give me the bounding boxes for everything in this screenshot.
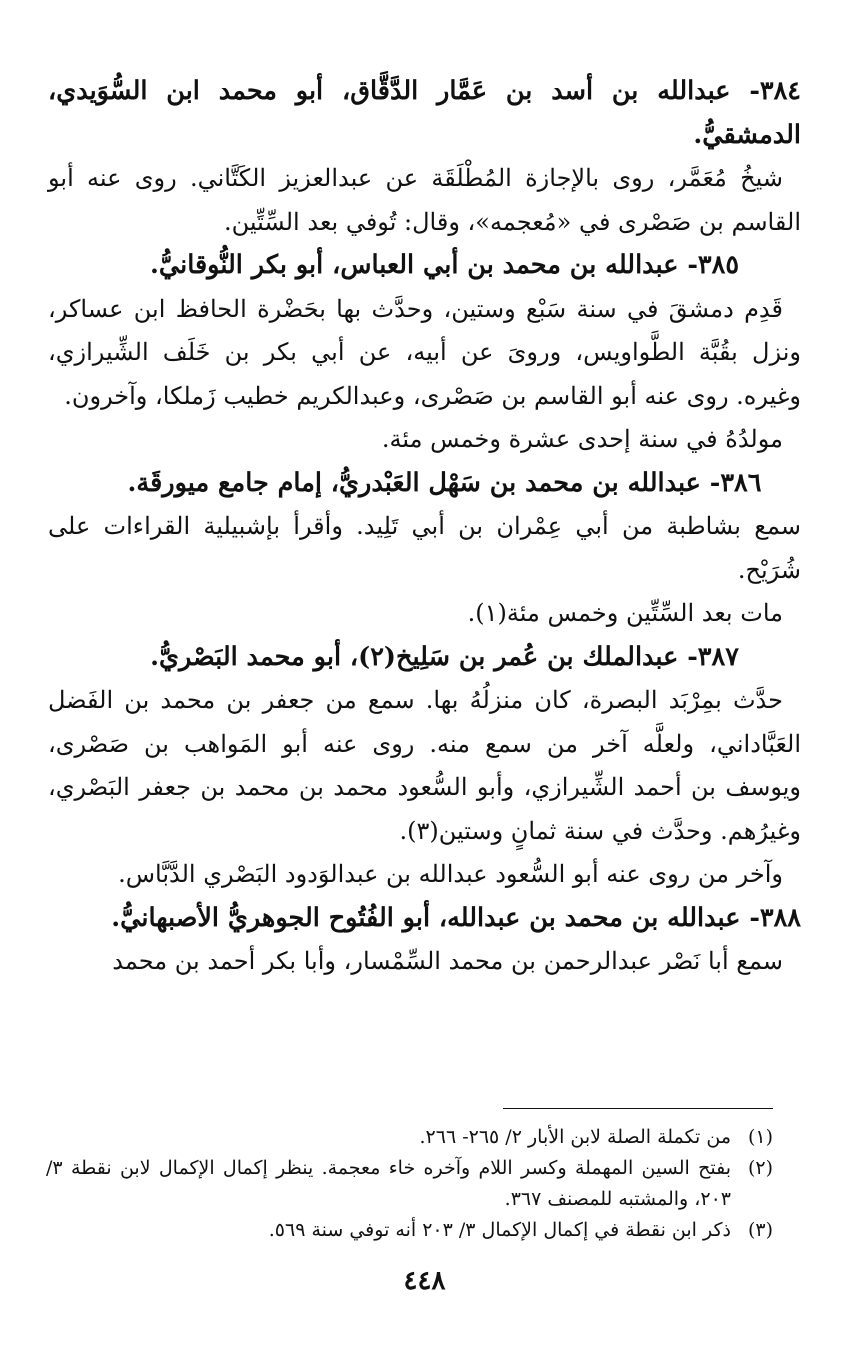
entry-paragraph: مات بعد السِّتِّين وخمس مئة(١). — [467, 599, 783, 627]
entry-paragraph: شيخُ مُعَمَّر، روى بالإجازة المُطْلَقَة عن عبدالعزيز الكَتَّاني. روى عنه أبو القاسم بن صَصْرى في «مُعجمه»، وقال: تُوفي بعد السِّتِّين. — [48, 164, 801, 236]
main-text — [48, 70, 801, 984]
footnote-divider — [503, 1108, 773, 1109]
entry-paragraph: وآخر من روى عنه أبو السُّعود عبدالله بن عبدالوَدود البَصْري الدَّبَّاس. — [118, 860, 783, 888]
entry-paragraph: مولدُهُ في سنة إحدى عشرة وخمس مئة. — [381, 425, 783, 453]
page-number: ٤٤٨ — [403, 1266, 446, 1296]
entry-paragraph: قَدِم دمشقَ في سنة سَبْع وستين، وحدَّث بها بحَضْرة الحافظ ابن عساكر، ونزل بقُبَّة الطَّواويس، وروىَ عن أبيه، عن أبي بكر بن خَلَف الشِّيرازي، وغيره. روى عنه أبو القاسم بن صَصْرى، وعبدالكريم خطيب زَملكا، وآخرون. — [48, 294, 801, 410]
footnote — [46, 1215, 773, 1246]
entry-paragraph: سمع بشاطبة من أبي عِمْران بن أبي تَلِيد. وأقرأ بإشبيلية القراءات على شُرَيْح. — [48, 512, 801, 584]
footnotes — [46, 1122, 773, 1246]
footnote — [46, 1153, 773, 1215]
entry-title-386: ٣٨٦- عبدالله بن محمد بن سَهْل العَبْدريُّ، إمام جامع ميورقَة. — [127, 467, 762, 498]
footnote-text: بفتح السين المهملة وكسر اللام وآخره خاء معجمة. ينظر إكمال الإكمال لابن نقطة ٣/ ٢٠٣، والمشتبه للمصنف ٣٦٧. — [46, 1157, 731, 1210]
footnote-text: من تكملة الصلة لابن الأبار ٢/ ٢٦٥- ٢٦٦. — [419, 1126, 731, 1148]
entry-paragraph: سمع أبا نَصْر عبدالرحمن بن محمد السِّمْسار، وأبا بكر أحمد بن محمد — [112, 947, 783, 975]
footnote-number: (٣) — [747, 1219, 773, 1241]
entry-title-384: ٣٨٤- عبدالله بن أسد بن عَمَّار الدَّقَّاق، أبو محمد ابن السُّوَيدي، الدمشقيُّ. — [48, 76, 801, 150]
footnote-text: ذكر ابن نقطة في إكمال الإكمال ٣/ ٢٠٣ أنه توفي سنة ٥٦٩. — [268, 1219, 731, 1241]
footnote-number: (٢) — [747, 1157, 773, 1179]
entry-paragraph: حدَّث بمِرْبَد البصرة، كان منزلُهُ بها. سمع من جعفر بن محمد بن الفَضل العَبَّاداني، ولعلَّه آخر من سمع منه. روى عنه أبو المَواهب بن صَصْرى، ويوسف بن أحمد الشِّيرازي، وأبو السُّعود محمد بن محمد بن جعفر البَصْري، وغيرُهم. وحدَّث في سنة ثمانٍ وستين(٣). — [48, 686, 801, 845]
entry-title-387: ٣٨٧- عبدالملك بن عُمر بن سَلِيخ(٢)، أبو محمد البَصْريُّ. — [150, 641, 739, 672]
entry-title-385: ٣٨٥- عبدالله بن محمد بن أبي العباس، أبو بكر النُّوقانيُّ. — [149, 250, 740, 280]
footnote — [46, 1122, 773, 1153]
entry-title-388: ٣٨٨- عبدالله بن محمد بن عبدالله، أبو الفُتُوح الجوهريُّ الأصبهانيُّ. — [111, 902, 801, 933]
footnote-number: (١) — [747, 1126, 773, 1148]
